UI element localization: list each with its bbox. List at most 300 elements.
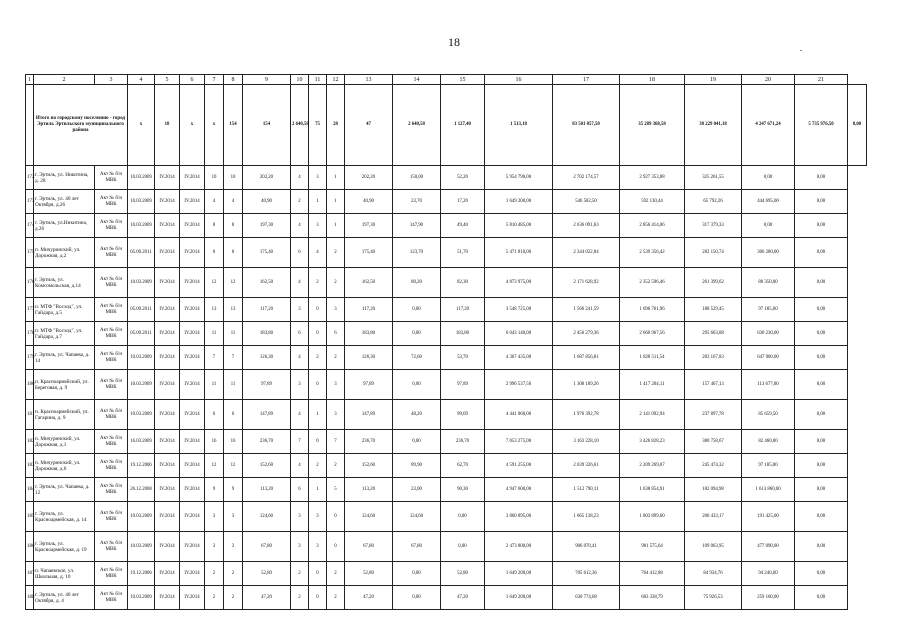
value-cell: 1 976 392,78 [553,400,620,430]
value-cell: 3 [291,532,309,562]
value-cell: 237 897,78 [685,400,742,430]
row-number: 177 [26,298,34,322]
row-number: 182 [26,430,34,454]
value-cell: 0,00 [795,370,848,400]
value-cell: 65 792,26 [685,190,742,214]
address-cell: г. Эртиль, ул. Комсомольская, д.14 [34,268,95,298]
table-row [26,370,867,400]
value-cell: 0,00 [795,166,848,190]
value-cell: 05.09.2011 [128,322,155,346]
value-cell: IV.2014 [180,502,205,532]
address-cell: г. Эртиль, ул. 40 лет Октября, д. 4 [34,586,95,610]
value-cell: 97 185,00 [742,298,795,322]
value-cell: 53,70 [441,346,485,370]
value-cell: 1 638 854,91 [620,478,685,502]
value-cell: 97 185,00 [742,454,795,478]
table-row [26,532,867,562]
summary-cell: 1 127,40 [441,85,485,166]
value-cell: IV.2014 [155,400,180,430]
table-row [26,238,867,268]
value-cell: 0,00 [742,166,795,190]
value-cell: 3 [327,298,345,322]
address-cell: п. МТФ "Восход", ул. Гайдара, д.7 [34,322,95,346]
address-cell: п. МТФ "Восход", ул. Гайдара, д.5 [34,298,95,322]
value-cell: 2 473 800,00 [485,532,553,562]
value-cell: IV.2014 [180,298,205,322]
document-cell: Акт № б/н МВК [95,166,128,190]
value-cell: 9 [224,478,243,502]
row-number: 173 [26,190,34,214]
address-cell: п. Мичуринский, ул. Дорожная, д.6 [34,454,95,478]
row-number: 172 [26,166,34,190]
value-cell: 126,30 [345,346,393,370]
value-cell: 1 512 790,11 [553,478,620,502]
value-cell: 7 [224,346,243,370]
table-row [26,166,867,190]
row-number: 187 [26,562,34,586]
table-row [26,298,867,322]
row-number: 186 [26,532,34,562]
value-cell: 72,60 [393,346,441,370]
value-cell: 1 [309,400,327,430]
row-number: 175 [26,238,34,268]
value-cell: 4 [291,346,309,370]
value-cell: 1 566 241,59 [553,298,620,322]
summary-cell: 38 229 041,18 [685,85,742,166]
value-cell: 0,00 [795,454,848,478]
value-cell: 0,00 [795,562,848,586]
value-cell: 2 209 269,07 [620,454,685,478]
value-cell: 7 [205,346,224,370]
value-cell: 147,89 [345,400,393,430]
value-cell: 05.09.2011 [128,298,155,322]
value-cell: 183,80 [345,322,393,346]
value-cell: 2 [205,586,224,610]
value-cell: 2 [327,238,345,268]
value-cell: 62,70 [441,454,485,478]
table-row [26,190,867,214]
value-cell: 3 [205,502,224,532]
value-cell: 67,80 [393,532,441,562]
value-cell: 259 160,00 [742,586,795,610]
value-cell: 113,20 [345,478,393,502]
value-cell: IV.2014 [180,214,205,238]
value-cell: 2 456 279,36 [553,322,620,346]
column-number: 17 [553,75,620,85]
address-cell: п. Мичуринский, ул. Дорожная, д.2 [34,238,95,268]
value-cell: 4 367 435,00 [485,346,553,370]
summary-cell: 5 735 976,50 [795,85,848,166]
value-cell: 8 [205,238,224,268]
value-cell: 630 774,68 [553,586,620,610]
value-cell: 11 [205,322,224,346]
column-number: 13 [345,75,393,85]
value-cell: 52,80 [441,562,485,586]
value-cell: 124,60 [393,502,441,532]
value-cell: IV.2014 [155,532,180,562]
value-cell: IV.2014 [180,478,205,502]
summary-cell: х [128,85,155,166]
address-cell: п. Мичуринский, ул. Дорожная, д.1 [34,430,95,454]
value-cell: 9 [205,478,224,502]
value-cell: IV.2014 [180,238,205,268]
value-cell: 40,90 [345,190,393,214]
value-cell: 47,20 [345,586,393,610]
value-cell: 97,89 [441,370,485,400]
table-row [26,214,867,238]
value-cell: 2 [291,562,309,586]
value-cell: 17,20 [441,190,485,214]
column-number: 3 [95,75,128,85]
address-cell: г. Эртиль, ул. Никитина, д. 28 [34,166,95,190]
row-number: 179 [26,346,34,370]
value-cell: 10.03.2009 [128,214,155,238]
value-cell: 162,50 [243,268,291,298]
column-number: 14 [393,75,441,85]
value-cell: 6 043 140,00 [485,322,553,346]
value-cell: 2 [309,346,327,370]
value-cell: 147,90 [393,214,441,238]
value-cell: 3 163 228,10 [553,430,620,454]
value-cell: 6 [291,478,309,502]
table-row [26,502,867,532]
column-number: 4 [128,75,155,85]
value-cell: 0,00 [393,322,441,346]
column-number: 7 [205,75,224,85]
value-cell: 11 [224,322,243,346]
value-cell: 11 [205,370,224,400]
value-cell: 0 [309,430,327,454]
value-cell: 157 467,13 [685,370,742,400]
value-cell: 1 649 200,00 [485,562,553,586]
value-cell: 202,20 [345,166,393,190]
value-cell: 3 [309,214,327,238]
value-cell: 4 441 060,00 [485,400,553,430]
value-cell: 113,20 [243,478,291,502]
value-cell: 0 [309,562,327,586]
value-cell: 2 927 353,88 [620,166,685,190]
value-cell: 306 280,00 [742,238,795,268]
value-cell: 117,20 [243,298,291,322]
value-cell: IV.2014 [155,370,180,400]
value-cell: 647 900,00 [742,346,795,370]
value-cell: 3 [327,370,345,400]
row-number: 178 [26,322,34,346]
value-cell: 124,60 [345,502,393,532]
value-cell: 8 [205,214,224,238]
value-cell: 13 [205,298,224,322]
value-cell: 89,90 [393,454,441,478]
document-cell: Акт № б/н МВК [95,322,128,346]
value-cell: 10.03.2009 [128,502,155,532]
value-cell: IV.2014 [180,166,205,190]
address-cell: п. Чапаевское, ул. Школьная, д. 10 [34,562,95,586]
value-cell: IV.2014 [155,322,180,346]
value-cell: 4 [291,166,309,190]
document-cell: Акт № б/н МВК [95,298,128,322]
column-number: 2 [34,75,95,85]
value-cell: 0,00 [795,532,848,562]
value-cell: 3 860 895,00 [485,502,553,532]
value-cell: 4 [291,454,309,478]
value-cell: 3 548 725,00 [485,298,553,322]
document-cell: Акт № б/н МВК [95,346,128,370]
value-cell: 261 399,62 [685,268,742,298]
row-number: 185 [26,502,34,532]
address-cell: г. Эртиль, ул.Никитина, д.26 [34,214,95,238]
summary-cell: 18 [155,85,180,166]
column-number: 8 [224,75,243,85]
value-cell: 7 053 275,00 [485,430,553,454]
column-number: 12 [327,75,345,85]
value-cell: 94 240,00 [742,562,795,586]
value-cell: 1 [309,190,327,214]
value-cell: 0,00 [795,190,848,214]
address-cell: п. Красноармейский, ул. Гагарина, д. 9 [34,400,95,430]
value-cell: IV.2014 [155,454,180,478]
document-cell: Акт № б/н МВК [95,190,128,214]
summary-cell: 1 513,18 [485,85,553,166]
value-cell: 97,89 [345,370,393,400]
value-cell: 2 636 091,63 [553,214,620,238]
value-cell: 162,50 [345,268,393,298]
value-cell: 2 [309,454,327,478]
value-cell: 2 [205,562,224,586]
value-cell: IV.2014 [155,502,180,532]
value-cell: 47,20 [243,586,291,610]
value-cell: 2 [327,454,345,478]
table-row [26,268,867,298]
value-cell: 4 [291,214,309,238]
value-cell: 150,00 [393,166,441,190]
value-cell: IV.2014 [180,586,205,610]
value-cell: 5 954 790,00 [485,166,553,190]
value-cell: 99,69 [441,400,485,430]
value-cell: 236,70 [441,430,485,454]
summary-cell: 83 501 057,50 [553,85,620,166]
value-cell: 295 663,08 [685,322,742,346]
row-number: 184 [26,478,34,502]
value-cell: IV.2014 [155,298,180,322]
value-cell: 2 [327,562,345,586]
value-cell: 1 687 856,81 [553,346,620,370]
value-cell: 2 996 537,50 [485,370,553,400]
value-cell: 0 [327,532,345,562]
value-cell: IV.2014 [155,562,180,586]
summary-cell: 47 [345,85,393,166]
value-cell: 16.03.2009 [128,430,155,454]
value-cell: 3 [291,370,309,400]
value-cell: 2 539 356,42 [620,238,685,268]
value-cell: IV.2014 [180,400,205,430]
value-cell: 3 [224,532,243,562]
column-number: 20 [742,75,795,85]
value-cell: IV.2014 [155,214,180,238]
document-cell: Акт № б/н МВК [95,502,128,532]
value-cell: 3 [309,502,327,532]
value-cell: 546 582,50 [553,190,620,214]
document-cell: Акт № б/н МВК [95,430,128,454]
value-cell: 183,80 [243,322,291,346]
value-cell: 3 [291,298,309,322]
value-cell: 117,20 [441,298,485,322]
value-cell: 90,30 [441,478,485,502]
value-cell: 981 575,64 [620,532,685,562]
value-cell: 19.12.2006 [128,454,155,478]
value-cell: 2 171 628,92 [553,268,620,298]
summary-cell: 154 [224,85,243,166]
value-cell: 592 130,44 [620,190,685,214]
value-cell: 3 [327,400,345,430]
value-cell: 2 039 326,61 [553,454,620,478]
value-cell: 12 [205,454,224,478]
row-number: 188 [26,586,34,610]
value-cell: 2 [291,190,309,214]
value-cell: 0 [309,298,327,322]
summary-cell: 35 289 368,58 [620,85,685,166]
value-cell: 0 [309,370,327,400]
value-cell: 82,30 [441,268,485,298]
value-cell: 12 [224,454,243,478]
value-cell: 0,00 [795,586,848,610]
value-cell: 10.03.2009 [128,532,155,562]
table-row [26,346,867,370]
value-cell: 4 [291,268,309,298]
value-cell: 126,30 [243,346,291,370]
value-cell: 109 063,95 [685,532,742,562]
value-cell: 4 [205,190,224,214]
document-cell: Акт № б/н МВК [95,214,128,238]
value-cell: 1 665 138,23 [553,502,620,532]
value-cell: 4 873 975,00 [485,268,553,298]
value-cell: 175,40 [345,238,393,268]
value-cell: 2 [224,562,243,586]
summary-cell: х [205,85,224,166]
value-cell: 6 [224,400,243,430]
summary-label: Итого по городскому поселению - город Эртиль Эртильского муниципального района [34,85,128,166]
value-cell: IV.2014 [180,430,205,454]
value-cell: 47,20 [441,586,485,610]
value-cell: 0,00 [795,430,848,454]
value-cell: 2 352 596,46 [620,268,685,298]
value-cell: 16 [205,430,224,454]
value-cell: 75 926,53 [685,586,742,610]
value-cell: 2 856 414,06 [620,214,685,238]
value-cell: 705 612,36 [553,562,620,586]
value-cell: 1 649 200,00 [485,190,553,214]
value-cell: 0,00 [795,478,848,502]
value-cell: IV.2014 [180,346,205,370]
column-number-row [26,75,867,85]
value-cell: 0,00 [441,502,485,532]
value-cell: 2 141 092,94 [620,400,685,430]
value-cell: 147,89 [243,400,291,430]
value-cell: 1 828 511,54 [620,346,685,370]
value-cell: 10.03.2009 [128,370,155,400]
value-cell: 236,70 [345,430,393,454]
value-cell: 175,40 [243,238,291,268]
value-cell: IV.2014 [155,190,180,214]
value-cell: 11 [224,370,243,400]
value-cell: 1 [309,478,327,502]
value-cell: IV.2014 [180,562,205,586]
value-cell: 124,60 [243,502,291,532]
document-cell: Акт № б/н МВК [95,268,128,298]
value-cell: 6 [291,238,309,268]
value-cell: 12 [205,268,224,298]
value-cell: 444 695,00 [742,190,795,214]
value-cell: 52,80 [243,562,291,586]
value-cell: 05.09.2011 [128,238,155,268]
value-cell: 12 [224,268,243,298]
value-cell: 3 [224,502,243,532]
value-cell: 188 529,45 [685,298,742,322]
row-number: 176 [26,268,34,298]
value-cell: IV.2014 [155,478,180,502]
value-cell: 85 659,50 [742,400,795,430]
value-cell: 191 425,00 [742,502,795,532]
value-cell: IV.2014 [155,346,180,370]
value-cell: 7 [291,430,309,454]
value-cell: 40,90 [243,190,291,214]
value-cell: 0,00 [393,430,441,454]
value-cell: 317 379,33 [685,214,742,238]
value-cell: 197,30 [345,214,393,238]
value-cell: 3 426 828,23 [620,430,685,454]
value-cell: 16 [224,430,243,454]
value-cell: 8 [224,214,243,238]
value-cell: 48,20 [393,400,441,430]
table-row [26,586,867,610]
value-cell: 10.03.2009 [128,166,155,190]
value-cell: 10 [205,166,224,190]
table-row [26,322,867,346]
value-cell: 183,80 [441,322,485,346]
column-number: 9 [243,75,291,85]
value-cell: IV.2014 [155,238,180,268]
column-number: 16 [485,75,553,85]
value-cell: 82 460,00 [742,430,795,454]
value-cell: IV.2014 [155,166,180,190]
value-cell: 5 471 810,00 [485,238,553,268]
document-cell: Акт № б/н МВК [95,400,128,430]
value-cell: 10.03.2009 [128,400,155,430]
value-cell: 200 433,17 [685,502,742,532]
value-cell: 4 947 600,00 [485,478,553,502]
value-cell: 52,80 [345,562,393,586]
value-cell: 23,00 [393,478,441,502]
value-cell: 2 [327,346,345,370]
value-cell: 3 [309,166,327,190]
value-cell: 19.12.2006 [128,562,155,586]
value-cell: 630 230,00 [742,322,795,346]
value-cell: IV.2014 [180,370,205,400]
value-cell: 380 758,67 [685,430,742,454]
table-row [26,562,867,586]
value-cell: 51,70 [441,238,485,268]
value-cell: 325 261,55 [685,166,742,190]
value-cell: 152,60 [243,454,291,478]
value-cell: 0 [309,586,327,610]
value-cell: 49,40 [441,214,485,238]
value-cell: 2 [327,586,345,610]
address-cell: г. Эртиль, ул. Красноармейская, д. 14 [34,502,95,532]
value-cell: IV.2014 [180,268,205,298]
value-cell: 1 417 204,11 [620,370,685,400]
value-cell: 113 677,00 [742,370,795,400]
value-cell: 1 613 860,00 [742,478,795,502]
value-cell: 8 [224,238,243,268]
